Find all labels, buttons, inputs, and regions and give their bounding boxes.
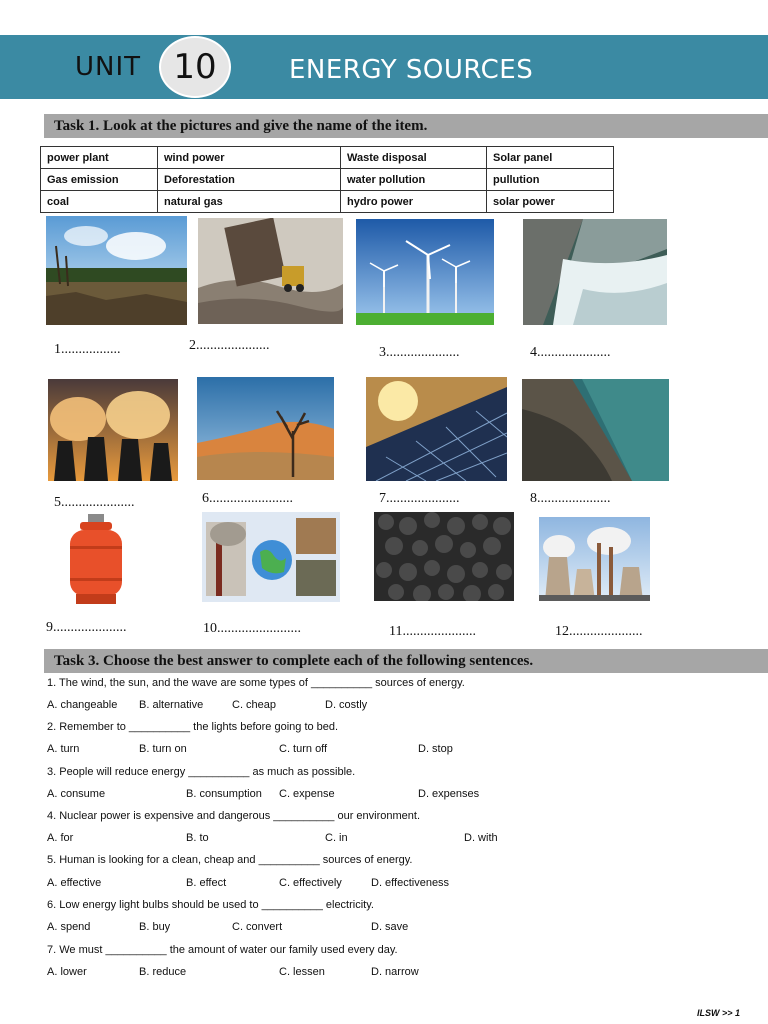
coal-image (374, 512, 514, 601)
option-2d[interactable]: D. stop (418, 743, 453, 755)
answer-blank-8[interactable]: 8..................... (530, 491, 611, 506)
option-7b[interactable]: B. reduce (139, 966, 187, 978)
answer-blank-1[interactable]: 1................. (54, 342, 121, 357)
table-row (41, 191, 614, 213)
table-cell: power plant (41, 147, 158, 169)
drought-image (197, 377, 334, 480)
option-4c[interactable]: C. in (325, 832, 348, 844)
option-5d[interactable]: D. effectiveness (371, 877, 450, 889)
deforestation-image (46, 216, 187, 325)
answer-blank-2[interactable]: 2..................... (189, 338, 270, 353)
wind-power-image (356, 219, 494, 325)
table-cell: wind power (158, 147, 341, 169)
option-6a[interactable]: A. spend (47, 921, 91, 933)
answer-blank-10[interactable]: 10........................ (203, 621, 301, 636)
table-cell: pullution (487, 169, 614, 191)
option-2c[interactable]: C. turn off (279, 743, 328, 755)
answer-blank-5[interactable]: 5..................... (54, 495, 135, 510)
table-cell: hydro power (341, 191, 487, 213)
unit-number-badge: 10 (159, 36, 231, 98)
answer-blank-7[interactable]: 7..................... (379, 491, 460, 506)
page-footer: ILSW >> 1 (696, 1008, 740, 1018)
answer-blank-3[interactable]: 3..................... (379, 345, 460, 360)
table-cell: natural gas (158, 191, 341, 213)
table-row (41, 169, 614, 191)
task1-heading: Task 1. Look at the pictures and give the name of the item. (44, 114, 768, 138)
task3-heading: Task 3. Choose the best answer to complete each of the following sentences. (44, 649, 768, 673)
option-3c[interactable]: C. expense (279, 788, 335, 800)
question-6: 6. Low energy light bulbs should be used to __________ electricity. (47, 899, 374, 911)
option-1c[interactable]: C. cheap (232, 699, 277, 711)
unit-label: UNIT (75, 52, 142, 82)
option-7c[interactable]: C. lessen (279, 966, 325, 978)
table-cell: Gas emission (41, 169, 158, 191)
question-4: 4. Nuclear power is expensive and dangerous __________ our environment. (47, 810, 421, 822)
option-3d[interactable]: D. expenses (418, 788, 480, 800)
table-cell: Deforestation (158, 169, 341, 191)
option-7a[interactable]: A. lower (47, 966, 87, 978)
option-4d[interactable]: D. with (464, 832, 498, 844)
option-4b[interactable]: B. to (186, 832, 209, 844)
table-cell: water pollution (341, 169, 487, 191)
option-3b[interactable]: B. consumption (186, 788, 262, 800)
answer-blank-9[interactable]: 9..................... (46, 620, 127, 635)
option-7d[interactable]: D. narrow (371, 966, 419, 978)
option-1b[interactable]: B. alternative (139, 699, 204, 711)
table-cell: Solar panel (487, 147, 614, 169)
table-row (41, 147, 614, 169)
answer-blank-12[interactable]: 12..................... (555, 624, 643, 639)
question-3: 3. People will reduce energy __________ as much as possible. (47, 766, 356, 778)
option-1d[interactable]: D. costly (325, 699, 368, 711)
waste-disposal-image (198, 218, 343, 324)
option-5c[interactable]: C. effectively (279, 877, 342, 889)
gas-emission-image (48, 379, 178, 481)
question-5: 5. Human is looking for a clean, cheap and __________ sources of energy. (47, 854, 413, 866)
pollution-collage-image (202, 512, 340, 602)
hydro-power-image (523, 219, 667, 325)
option-6c[interactable]: C. convert (232, 921, 283, 933)
vocabulary-table (40, 146, 614, 213)
option-5b[interactable]: B. effect (186, 877, 227, 889)
option-2a[interactable]: A. turn (47, 743, 80, 755)
table-cell: solar power (487, 191, 614, 213)
question-1: 1. The wind, the sun, and the wave are some types of __________ sources of energy. (47, 677, 465, 689)
answer-blank-4[interactable]: 4..................... (530, 345, 611, 360)
water-pollution-image (522, 379, 669, 481)
option-6b[interactable]: B. buy (139, 921, 171, 933)
solar-panel-image (366, 377, 507, 481)
option-1a[interactable]: A. changeable (47, 699, 118, 711)
option-5a[interactable]: A. effective (47, 877, 102, 889)
option-3a[interactable]: A. consume (47, 788, 106, 800)
gas-cylinder-image (64, 512, 128, 606)
table-cell: Waste disposal (341, 147, 487, 169)
answer-blank-6[interactable]: 6........................ (202, 491, 293, 506)
option-6d[interactable]: D. save (371, 921, 409, 933)
power-plant-image (539, 517, 650, 601)
answer-blank-11[interactable]: 11..................... (389, 624, 476, 639)
option-4a[interactable]: A. for (47, 832, 74, 844)
unit-title: ENERGY SOURCES (289, 55, 534, 85)
table-cell: coal (41, 191, 158, 213)
question-2: 2. Remember to __________ the lights before going to bed. (47, 721, 339, 733)
option-2b[interactable]: B. turn on (139, 743, 187, 755)
question-7: 7. We must __________ the amount of water our family used every day. (47, 944, 398, 956)
